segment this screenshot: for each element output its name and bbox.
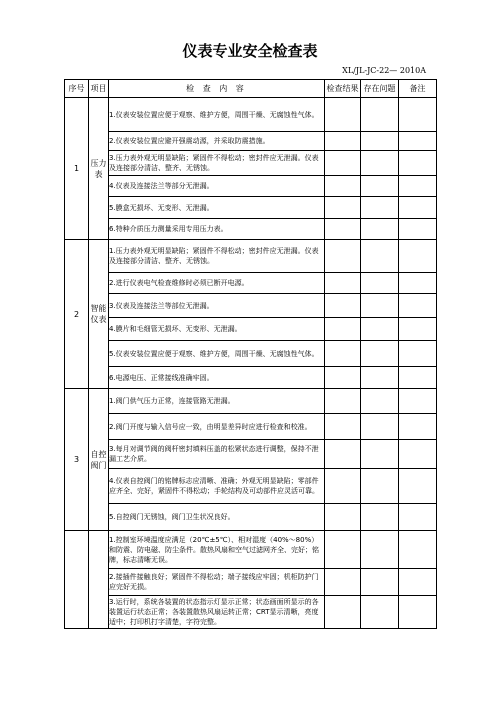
result-cell[interactable] — [325, 389, 361, 414]
issue-cell[interactable] — [361, 98, 399, 132]
remark-cell[interactable] — [399, 273, 437, 294]
issue-cell[interactable] — [361, 132, 399, 151]
header-category: 项目 — [89, 80, 109, 98]
section-index: 3 — [65, 389, 89, 531]
section-category: 智能仪表 — [89, 240, 109, 389]
header-content: 检 查 内 容 — [109, 80, 325, 98]
check-item: 1.阀门供气压力正常，连接管路无泄漏。 — [109, 389, 325, 414]
section-category: 自控阀门 — [89, 389, 109, 531]
table-row — [65, 531, 437, 569]
table-row — [65, 414, 437, 440]
remark-cell[interactable] — [399, 414, 437, 440]
result-cell[interactable] — [325, 176, 361, 197]
result-cell[interactable] — [325, 219, 361, 240]
remark-cell[interactable] — [399, 132, 437, 151]
result-cell[interactable] — [325, 98, 361, 132]
header-index: 序号 — [65, 80, 89, 98]
result-cell[interactable] — [325, 440, 361, 469]
issue-cell[interactable] — [361, 414, 399, 440]
header-issues: 存在问题 — [361, 80, 399, 98]
document-number: XL/JL-JC-22— 2010A — [342, 66, 426, 75]
remark-cell[interactable] — [399, 318, 437, 341]
check-item: 6.特种介质压力测量采用专用压力表。 — [109, 219, 325, 240]
remark-cell[interactable] — [399, 197, 437, 219]
remark-cell[interactable] — [399, 469, 437, 504]
table-row — [65, 294, 437, 318]
remark-cell[interactable] — [399, 596, 437, 629]
issue-cell[interactable] — [361, 531, 399, 569]
table-row — [65, 569, 437, 596]
table-row — [65, 389, 437, 414]
issue-cell[interactable] — [361, 389, 399, 414]
check-item: 2.仪表安装位置应避开强震动源，并采取防震措施。 — [109, 132, 325, 151]
table-row — [65, 219, 437, 240]
result-cell[interactable] — [325, 367, 361, 389]
issue-cell[interactable] — [361, 440, 399, 469]
issue-cell[interactable] — [361, 318, 399, 341]
check-item: 4.膜片和毛细管无损坏、无变形、无泄漏。 — [109, 318, 325, 341]
remark-cell[interactable] — [399, 504, 437, 531]
issue-cell[interactable] — [361, 197, 399, 219]
result-cell[interactable] — [325, 531, 361, 569]
check-item: 3.压力表外观无明显缺陷；紧固件不得松动；密封件应无泄漏。仪表及连接部分清洁、整齐、无锈蚀。 — [109, 151, 325, 176]
section-category: 压力表 — [89, 98, 109, 240]
issue-cell[interactable] — [361, 367, 399, 389]
check-item: 5.自控阀门无锈蚀，阀门卫生状况良好。 — [109, 504, 325, 531]
issue-cell[interactable] — [361, 151, 399, 176]
issue-cell[interactable] — [361, 219, 399, 240]
section-index — [65, 531, 89, 629]
issue-cell[interactable] — [361, 240, 399, 273]
check-item: 2.阀门开度与输入信号应一致，由明显差异时应进行检查和校准。 — [109, 414, 325, 440]
issue-cell[interactable] — [361, 569, 399, 596]
check-item: 3.运行时，系统各装置的状态指示灯显示正常；状态画面所显示的各装置运行状态正常；各装置散热风扇运转正常；CRT显示清晰，亮度适中；打印机打字清楚，字符完整。 — [109, 596, 325, 629]
table-row — [65, 440, 437, 469]
remark-cell[interactable] — [399, 440, 437, 469]
table-row — [65, 240, 437, 273]
remark-cell[interactable] — [399, 98, 437, 132]
check-item: 4.仪表自控阀门的铭牌标志应清晰、准确；外观无明显缺陷；零部件应齐全、完好，紧固件不得松动；手轮结构及可动部件应灵活可靠。 — [109, 469, 325, 504]
check-item: 4.仪表及连接法兰等部分无泄漏。 — [109, 176, 325, 197]
table-row — [65, 176, 437, 197]
remark-cell[interactable] — [399, 531, 437, 569]
issue-cell[interactable] — [361, 504, 399, 531]
check-item: 5.膜盒无损坏、无变形、无泄漏。 — [109, 197, 325, 219]
remark-cell[interactable] — [399, 341, 437, 367]
table-row — [65, 504, 437, 531]
check-item: 6.电源电压、正常接线准确牢固。 — [109, 367, 325, 389]
remark-cell[interactable] — [399, 240, 437, 273]
table-row — [65, 151, 437, 176]
header-remarks: 备注 — [399, 80, 437, 98]
result-cell[interactable] — [325, 151, 361, 176]
result-cell[interactable] — [325, 273, 361, 294]
check-item: 2.进行仪表电气检查维修时必须已断开电源。 — [109, 273, 325, 294]
result-cell[interactable] — [325, 240, 361, 273]
table-row — [65, 132, 437, 151]
check-item: 5.仪表安装位置应便于观察、维护方便，周围干燥、无腐蚀性气体。 — [109, 341, 325, 367]
result-cell[interactable] — [325, 569, 361, 596]
result-cell[interactable] — [325, 197, 361, 219]
result-cell[interactable] — [325, 294, 361, 318]
result-cell[interactable] — [325, 341, 361, 367]
table-row — [65, 367, 437, 389]
table-row — [65, 341, 437, 367]
result-cell[interactable] — [325, 504, 361, 531]
remark-cell[interactable] — [399, 389, 437, 414]
issue-cell[interactable] — [361, 469, 399, 504]
remark-cell[interactable] — [399, 294, 437, 318]
checklist-table — [64, 79, 437, 629]
page-title: 仪表专业安全检查表 — [182, 42, 318, 60]
table-row — [65, 273, 437, 294]
table-row — [65, 318, 437, 341]
result-cell[interactable] — [325, 132, 361, 151]
issue-cell[interactable] — [361, 294, 399, 318]
check-item: 2.接插件接触良好；紧固件不得松动；端子接线应牢固；机柜防护门应完好无损。 — [109, 569, 325, 596]
result-cell[interactable] — [325, 414, 361, 440]
result-cell[interactable] — [325, 469, 361, 504]
header-result: 检查结果 — [325, 80, 361, 98]
table-row — [65, 98, 437, 132]
header-row — [65, 80, 437, 98]
table-row — [65, 596, 437, 629]
remark-cell[interactable] — [399, 367, 437, 389]
result-cell[interactable] — [325, 596, 361, 629]
section-index: 1 — [65, 98, 89, 240]
check-item: 1.控制室环境温度应满足（20℃±5℃）、相对湿度（40%～80%）和防震、防电磁、防尘条件。散热风扇和空气过滤网齐全、完好；铭牌，标志清晰无误。 — [109, 531, 325, 569]
remark-cell[interactable] — [399, 219, 437, 240]
section-category — [89, 531, 109, 629]
issue-cell[interactable] — [361, 341, 399, 367]
issue-cell[interactable] — [361, 273, 399, 294]
check-item: 3.每月对调节阀的阀杆密封填料压盖的松紧状态进行调整，保持不泄漏工艺介质。 — [109, 440, 325, 469]
table-row — [65, 469, 437, 504]
table-row — [65, 197, 437, 219]
section-index: 2 — [65, 240, 89, 389]
issue-cell[interactable] — [361, 176, 399, 197]
result-cell[interactable] — [325, 318, 361, 341]
issue-cell[interactable] — [361, 596, 399, 629]
check-item: 1.压力表外观无明显缺陷；紧固件不得松动；密封件应无泄漏。仪表及连接部分清洁、整齐、无锈蚀。 — [109, 240, 325, 273]
check-item: 1.仪表安装位置应便于观察、维护方便，周围干燥、无腐蚀性气体。 — [109, 98, 325, 132]
remark-cell[interactable] — [399, 569, 437, 596]
remark-cell[interactable] — [399, 151, 437, 176]
check-item: 3.仪表及连接法兰等部位无泄漏。 — [109, 294, 325, 318]
remark-cell[interactable] — [399, 176, 437, 197]
